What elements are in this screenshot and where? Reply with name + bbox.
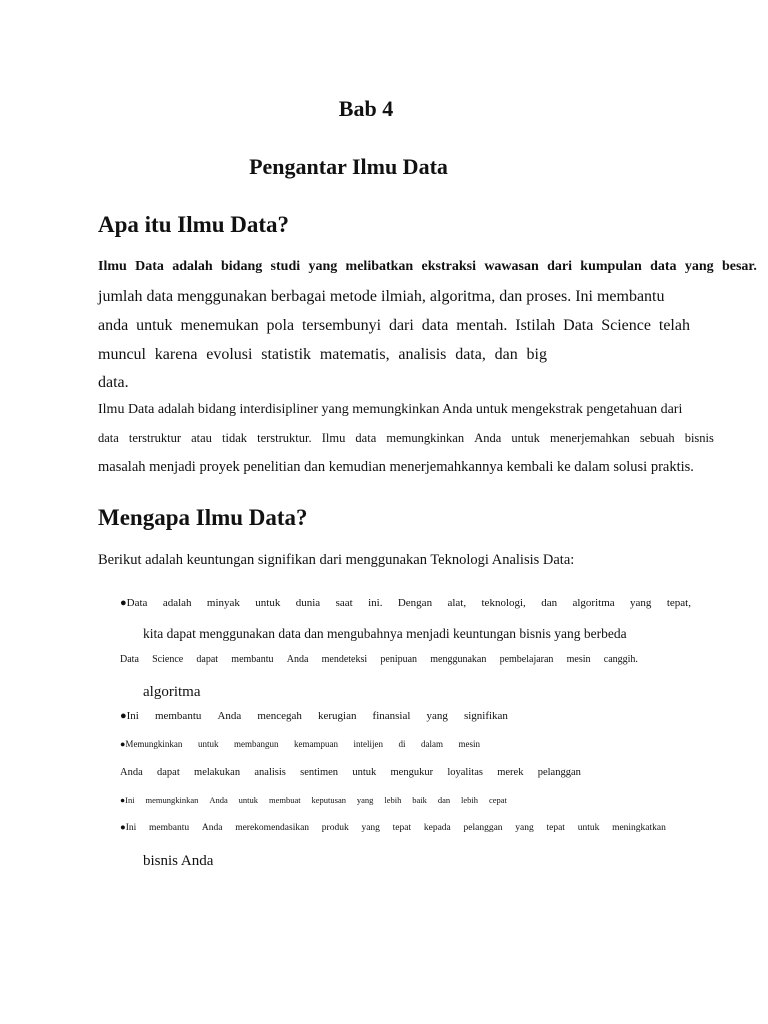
bullet-item (120, 823, 666, 833)
word: adalah (172, 259, 213, 274)
definition-bold-line (98, 259, 757, 275)
word: besar. (721, 259, 757, 274)
word: mesin (566, 654, 591, 665)
word: di (398, 739, 406, 749)
word: mencegah (257, 710, 302, 722)
word: telah (658, 317, 690, 334)
bullet-continuation: algoritma (143, 684, 201, 700)
paragraph-line (98, 431, 714, 446)
word: Anda (201, 823, 223, 833)
word: yang (308, 259, 338, 274)
word: mengukur (390, 767, 434, 778)
word: sentimen (300, 767, 339, 778)
word: baik (412, 795, 427, 805)
paragraph-line: jumlah data menggunakan berbagai metode ilmiah, algoritma, dan proses. Ini membantu (98, 288, 665, 305)
word: pembelajaran (499, 654, 554, 665)
paragraph-line: Ilmu Data adalah bidang interdisipliner yang memungkinkan Anda untuk mengekstrak pengetahuan dari (98, 402, 683, 417)
word: yang (426, 710, 448, 722)
word: minyak (206, 597, 240, 609)
word: dan (437, 795, 451, 805)
word: ●Ini (120, 710, 139, 722)
word: membantu (231, 654, 274, 665)
word: tepat (546, 823, 565, 833)
word: statistik (261, 346, 312, 363)
word: tepat, (666, 597, 691, 609)
word: merek (497, 767, 524, 778)
word: anda (98, 317, 129, 334)
word: teknologi, (481, 597, 526, 609)
word: memungkinkan (386, 431, 465, 445)
word: mentah. (456, 317, 508, 334)
word: yang (684, 259, 714, 274)
word: tersembunyi (301, 317, 382, 334)
section-heading-what: Apa itu Ilmu Data? (98, 212, 290, 237)
word: Anda (120, 767, 143, 778)
word: ●Ini (120, 823, 137, 833)
word: mesin (458, 739, 480, 749)
word: atau (191, 431, 212, 445)
word: terstruktur. (257, 431, 312, 445)
paragraph-line (98, 317, 690, 335)
word: kumpulan (580, 259, 642, 274)
word: Istilah (515, 317, 556, 334)
word: yang (356, 795, 374, 805)
word: merekomendasikan (235, 823, 310, 833)
word: pelanggan (537, 767, 581, 778)
word: data (355, 431, 377, 445)
word: ●Memungkinkan (120, 739, 183, 749)
word: muncul (98, 346, 146, 363)
bullet-item (120, 739, 480, 749)
word: karena (154, 346, 198, 363)
word: tepat (392, 823, 412, 833)
word: Anda (209, 795, 228, 805)
chapter-number: Bab 4 (338, 96, 394, 121)
word: dapat (157, 767, 180, 778)
word: produk (321, 823, 349, 833)
word: menemukan (180, 317, 259, 334)
paragraph-line: masalah menjadi proyek penelitian dan kemudian menerjemahkannya kembali ke dalam solusi praktis. (98, 459, 694, 475)
word: tidak (222, 431, 248, 445)
bullet-item (120, 597, 691, 609)
word: Science (152, 654, 184, 665)
word: membantu (154, 710, 202, 722)
word: bidang (220, 259, 263, 274)
word: membuat (268, 795, 301, 805)
word: meningkatkan (612, 823, 666, 833)
word: lebih (384, 795, 402, 805)
bullet-item (120, 710, 508, 722)
word: dan (541, 597, 558, 609)
word: untuk (197, 739, 219, 749)
word: Data (563, 317, 594, 334)
word: dan (494, 346, 518, 363)
word: loyalitas (447, 767, 483, 778)
word: yang (361, 823, 380, 833)
word: yang (630, 597, 652, 609)
word: Data (135, 259, 164, 274)
word: melakukan (194, 767, 241, 778)
word: dunia (295, 597, 321, 609)
word: matematis, (319, 346, 390, 363)
word: data (98, 431, 119, 445)
word: pelanggan (463, 823, 503, 833)
word: pola (266, 317, 295, 334)
word: Dengan (397, 597, 433, 609)
word: dalam (420, 739, 443, 749)
word: bisnis (684, 431, 714, 445)
section-intro: Berikut adalah keuntungan signifikan dari menggunakan Teknologi Analisis Data: (98, 552, 575, 568)
word: keputusan (311, 795, 346, 805)
word: Anda (217, 710, 242, 722)
bullet-item (120, 767, 581, 778)
word: yang (515, 823, 534, 833)
word: Ilmu (321, 431, 346, 445)
word: ini. (368, 597, 383, 609)
word: kepada (423, 823, 451, 833)
word: analisis (398, 346, 447, 363)
word: menggunakan (430, 654, 487, 665)
paragraph-line: data. (98, 374, 129, 391)
paragraph-line (98, 346, 547, 364)
word: dari (547, 259, 572, 274)
word: untuk (352, 767, 377, 778)
word: mendeteksi (321, 654, 368, 665)
word: saat (335, 597, 353, 609)
word: data, (455, 346, 486, 363)
word: Anda (474, 431, 502, 445)
word: cepat (488, 795, 507, 805)
word: signifikan (463, 710, 508, 722)
bullet-item (120, 654, 638, 665)
word: finansial (372, 710, 411, 722)
word: Ilmu (98, 259, 127, 274)
word: untuk (577, 823, 600, 833)
word: adalah (162, 597, 192, 609)
word: Anda (286, 654, 309, 665)
word: data (421, 317, 449, 334)
word: ●Data (120, 597, 148, 609)
word: melibatkan (345, 259, 414, 274)
bullet-continuation: kita dapat menggunakan data dan mengubahnya menjadi keuntungan bisnis yang berbeda (143, 626, 627, 641)
word: ekstraksi (421, 259, 476, 274)
word: memungkinkan (145, 795, 199, 805)
word: alat, (447, 597, 467, 609)
word: untuk (136, 317, 173, 334)
word: terstruktur (128, 431, 181, 445)
word: kerugian (317, 710, 357, 722)
word: untuk (511, 431, 540, 445)
word: membangun (233, 739, 279, 749)
word: ●Ini (120, 795, 135, 805)
word: Data (120, 654, 139, 665)
word: kemampuan (293, 739, 338, 749)
word: analisis (254, 767, 286, 778)
bullet-item (120, 795, 507, 805)
word: dapat (196, 654, 219, 665)
word: sebuah (639, 431, 675, 445)
section-heading-why: Mengapa Ilmu Data? (98, 505, 308, 530)
word: dari (388, 317, 414, 334)
bullet-continuation: bisnis Anda (143, 853, 214, 869)
word: menerjemahkan (549, 431, 630, 445)
word: untuk (238, 795, 259, 805)
word: intelijen (353, 739, 383, 749)
word: big (526, 346, 547, 363)
word: Science (601, 317, 651, 334)
word: wawasan (484, 259, 539, 274)
word: canggih. (603, 654, 638, 665)
word: lebih (461, 795, 479, 805)
word: penipuan (380, 654, 418, 665)
word: data (650, 259, 677, 274)
word: untuk (255, 597, 281, 609)
word: evolusi (206, 346, 253, 363)
word: membantu (149, 823, 190, 833)
word: algoritma (572, 597, 615, 609)
chapter-title: Pengantar Ilmu Data (249, 154, 448, 179)
word: studi (270, 259, 301, 274)
